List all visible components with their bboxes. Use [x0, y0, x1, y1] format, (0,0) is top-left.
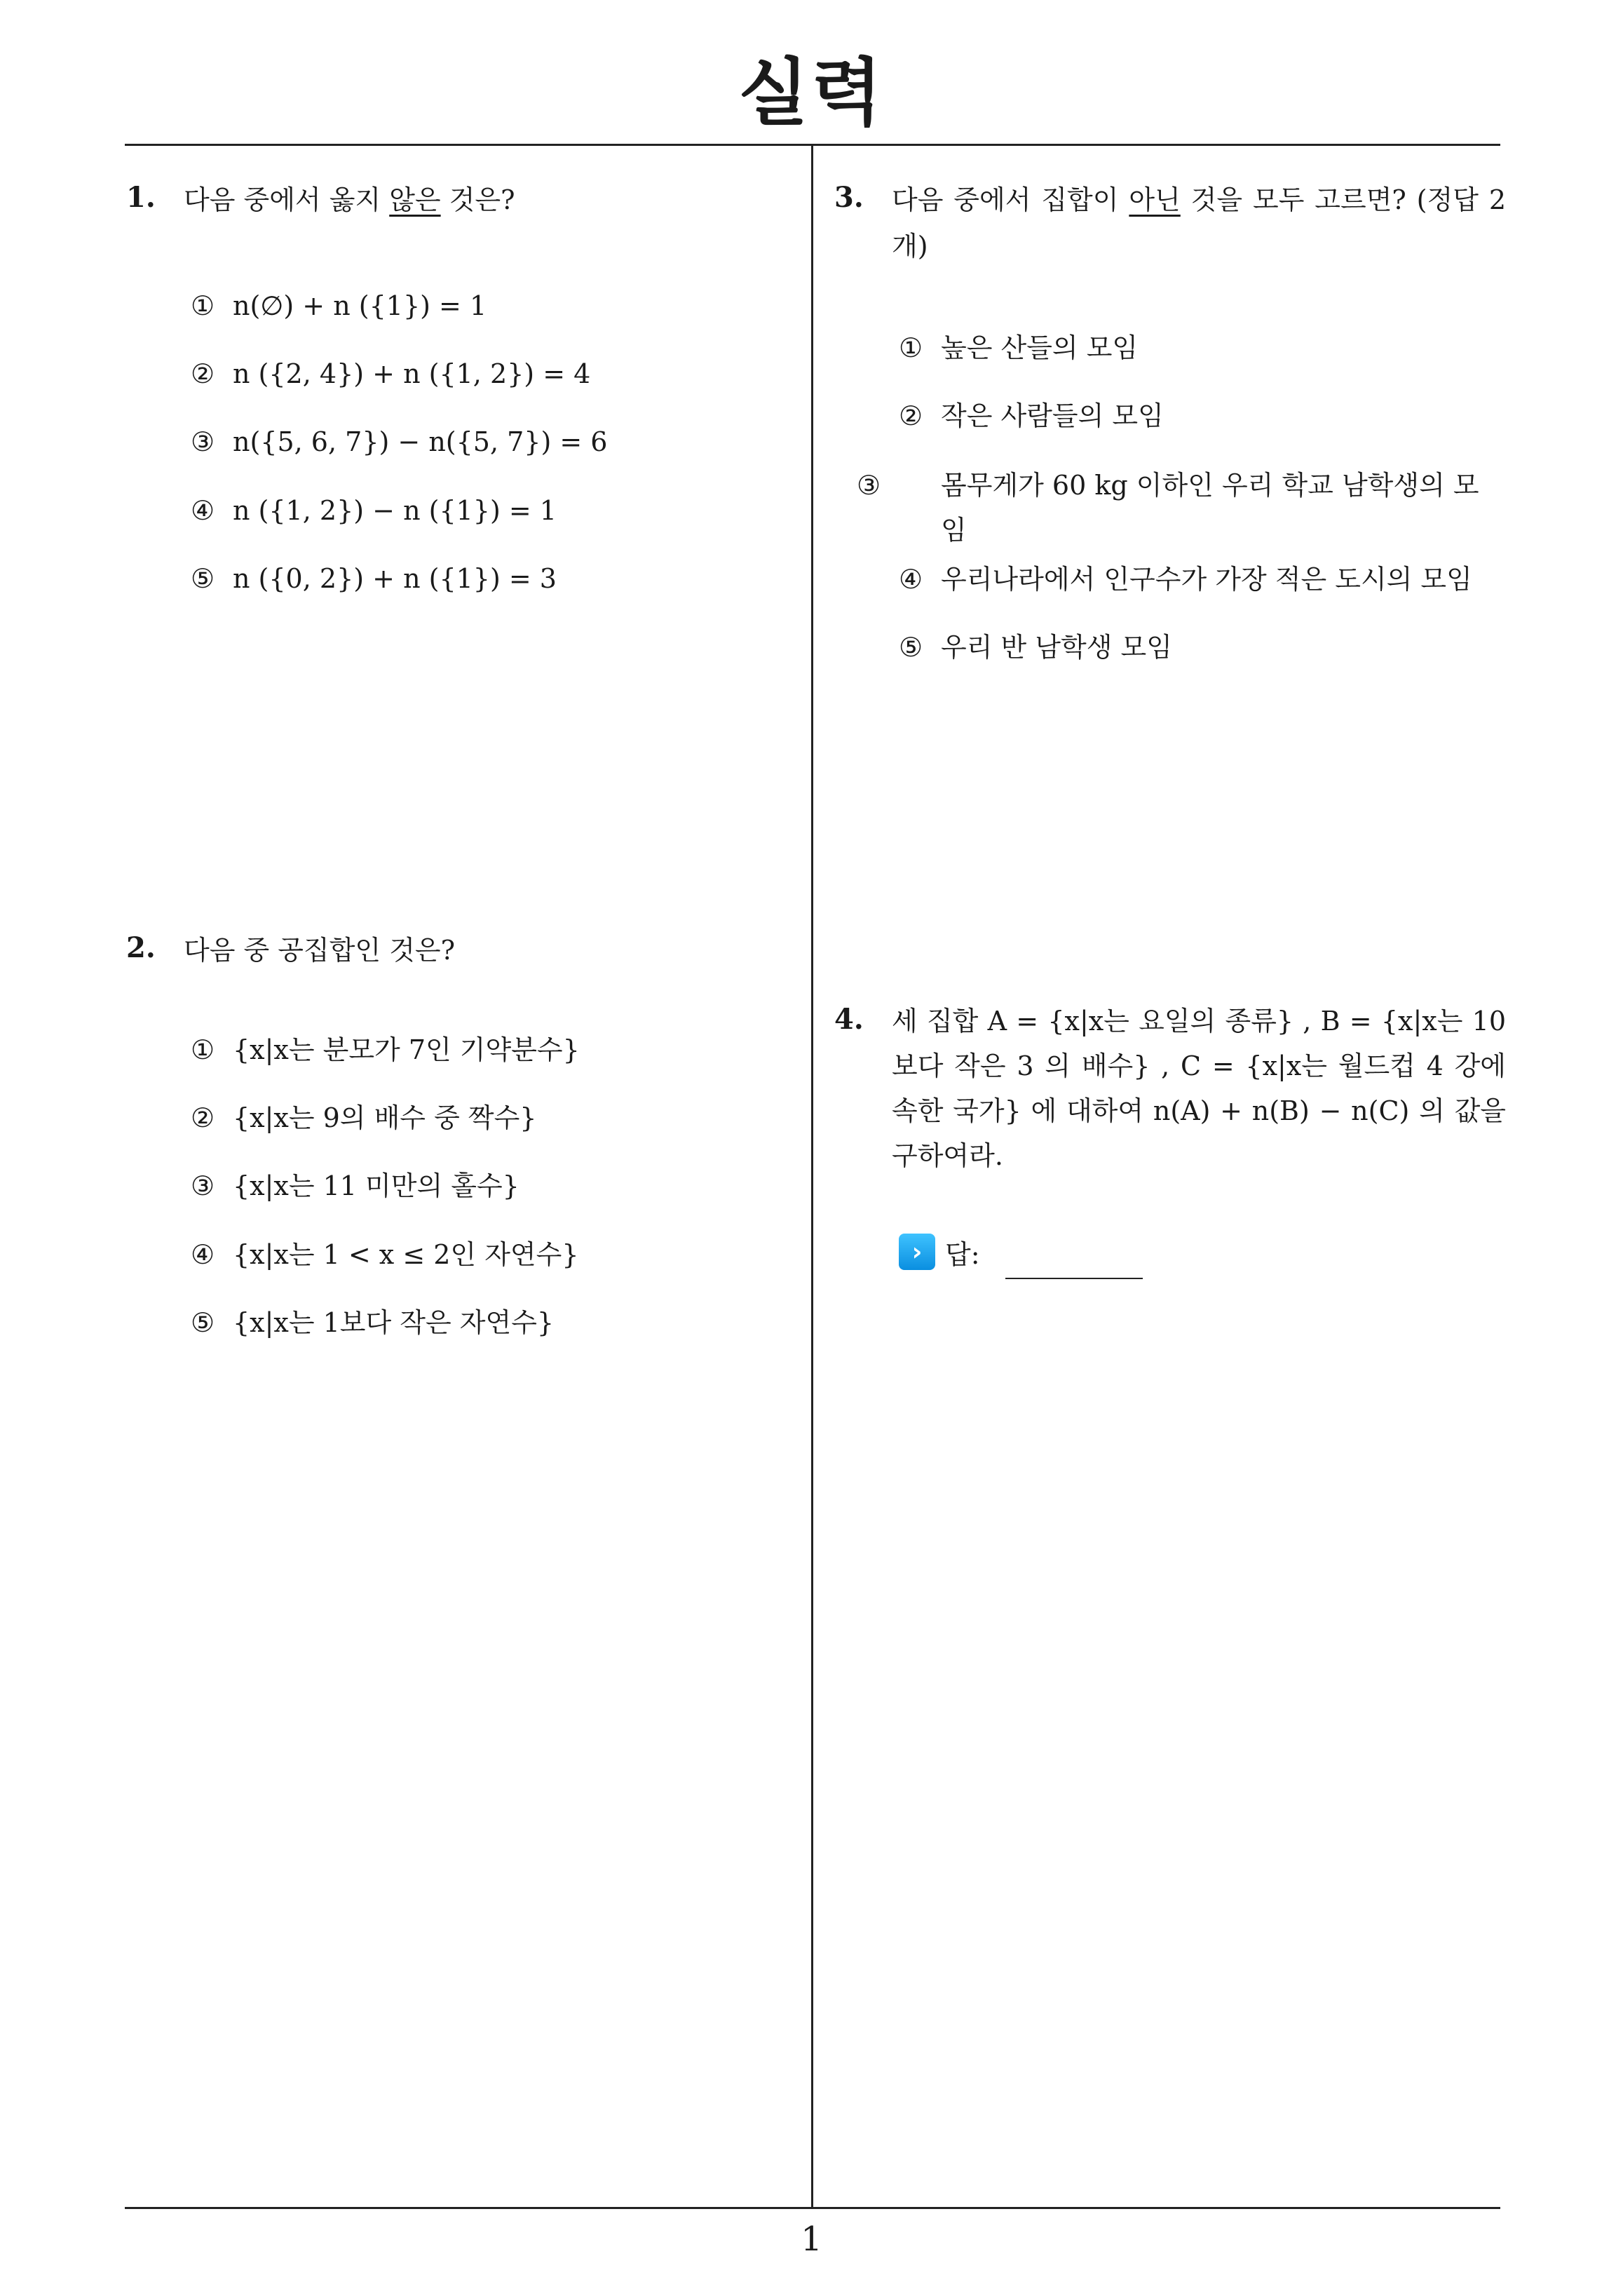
question-4-number: 4.: [834, 1003, 864, 1036]
question-2-text: 다음 중 공집합인 것은?: [184, 935, 455, 966]
question-1-option-5[interactable]: ⑤ n ({0, 2}) + n ({1}) = 3: [191, 563, 557, 594]
question-3-option-3[interactable]: ③ 몸무게가 60 kg 이하인 우리 학교 남학생의 모임: [857, 470, 1479, 546]
question-1-number: 1.: [126, 181, 156, 214]
question-1-option-3[interactable]: ③ n({5, 6, 7}) − n({5, 7}) = 6: [191, 426, 608, 457]
answer-blank[interactable]: [1005, 1241, 1143, 1279]
column-divider: [811, 145, 813, 2208]
footer-divider: [125, 2207, 1500, 2209]
question-2-option-2[interactable]: ② {x|x는 9의 배수 중 짝수}: [191, 1102, 537, 1133]
question-3-number: 3.: [834, 181, 864, 214]
question-3-option-1[interactable]: ① 높은 산들의 모임: [899, 332, 1139, 363]
answer-label: 답:: [945, 1238, 980, 1270]
question-2-number: 2.: [126, 931, 156, 964]
page-title: 실력: [738, 50, 885, 135]
question-1-option-1[interactable]: ① n(∅) + n ({1}) = 1: [191, 290, 487, 321]
question-2-option-5[interactable]: ⑤ {x|x는 1보다 작은 자연수}: [191, 1307, 555, 1338]
page-number: 1: [801, 2220, 822, 2259]
question-3-option-5[interactable]: ⑤ 우리 반 남학생 모임: [899, 632, 1172, 663]
chevron-right-icon: ›: [899, 1234, 935, 1270]
question-1-option-2[interactable]: ② n ({2, 4}) + n ({1, 2}) = 4: [191, 358, 591, 389]
question-4-text: 세 집합 A = {x|x는 요일의 종류} , B = {x|x는 10 보다 작은 3 의 배수} , C = {x|x는 월드컵 4 강에 속한 국가} 에 대하여 n(A) + n(B) − n(C) 의 값을 구하여라.: [892, 1006, 1506, 1171]
question-1-text: 다음 중에서 옳지 않은 것은?: [184, 184, 515, 215]
question-2-option-4[interactable]: ④ {x|x는 1 < x ≤ 2인 자연수}: [191, 1239, 579, 1270]
answer-field[interactable]: [899, 1224, 1143, 1279]
question-1-emphasis: 않은: [389, 184, 441, 215]
question-1-option-4[interactable]: ④ n ({1, 2}) − n ({1}) = 1: [191, 495, 557, 526]
question-3-option-4[interactable]: ④ 우리나라에서 인구수가 가장 적은 도시의 모임: [899, 564, 1472, 595]
question-3-option-2[interactable]: ② 작은 사람들의 모임: [899, 400, 1164, 431]
question-2-option-3[interactable]: ③ {x|x는 11 미만의 홀수}: [191, 1170, 520, 1201]
question-3-text: 다음 중에서 집합이 아닌 것을 모두 고르면? (정답 2 개): [892, 184, 1506, 262]
question-3-emphasis: 아닌: [1129, 184, 1181, 215]
question-2-option-1[interactable]: ① {x|x는 분모가 7인 기약분수}: [191, 1034, 580, 1065]
